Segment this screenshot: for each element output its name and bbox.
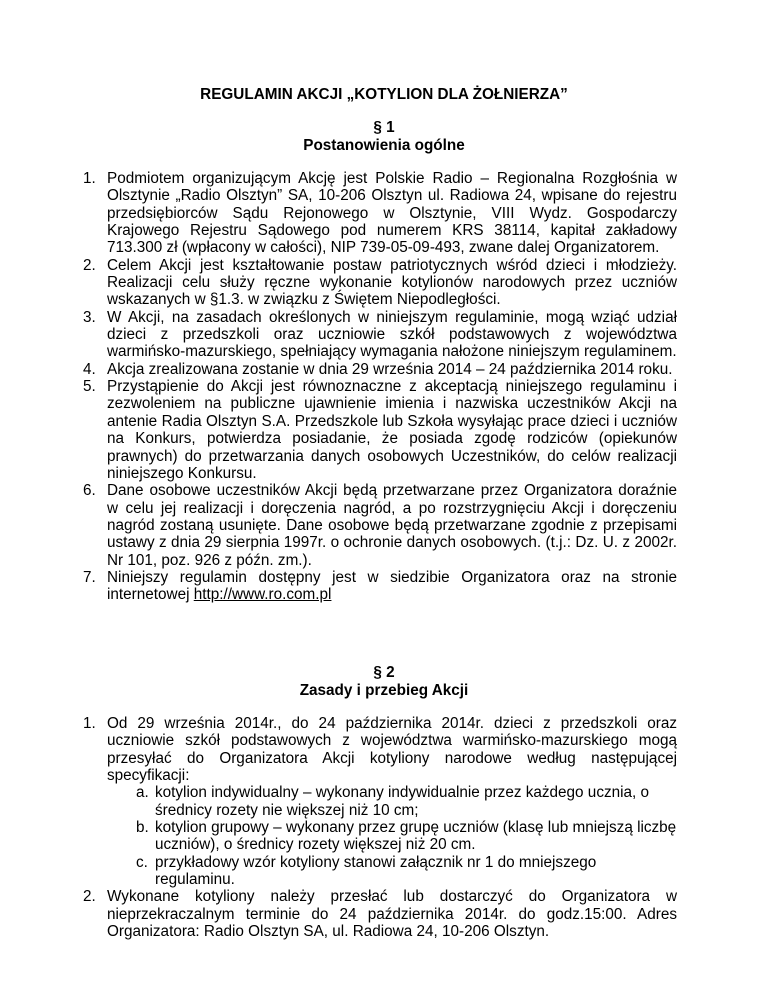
list-item [83,715,677,889]
item-text: W Akcji, na zasadach określonych w niniejszym regulaminie, mogą wziąć udział dzieci z przedszkoli oraz uczniowie szkół podstawowych z województwa warmińsko-mazurskiego, spełniający wymagania nałożone niniejszym regulaminem. [107,308,677,361]
item-number: 7. [83,568,96,586]
sub-item-letter: a. [136,784,149,802]
item-number: 1. [83,715,96,732]
item-text: Wykonane kotyliony należy przesłać lub dostarczyć do Organizatora w nieprzekraczalnym terminie do 24 października 2014r. do godz.15:00. Adres Organizatora: Radio Olsztyn SA, ul. Radiowa 24, 10-206 Olsztyn. [107,888,677,941]
list-item [83,170,677,257]
item-number: 3. [83,308,96,326]
section-1-header [0,119,768,155]
item-text: Celem Akcji jest kształtowanie postaw patriotycznych wśród dzieci i młodzieży. Realizacji celu służy ręczne wykonanie kotylionów narodowych przez uczniów wskazanych w §1.3. w związku z Świętem Niepodległości. [107,256,677,309]
sub-item-text: przykładowy wzór kotyliony stanowi załącznik nr 1 do mniejszego regulaminu. [155,853,597,889]
sub-item-letter: c. [136,853,148,871]
sub-item-text: kotylion indywidualny – wykonany indywidualnie przez każdego ucznia, o średnicy rozety nie większej niż 10 cm; [155,784,650,819]
sub-list-item [136,853,677,889]
item-number: 2. [83,256,96,274]
list-item [83,568,677,604]
sub-item-text: kotylion grupowy – wykonany przez grupę uczniów (klasę lub mniejszą liczbę uczniów), o średnicy rozety większej niż 20 cm. [155,819,677,854]
item-text: Dane osobowe uczestników Akcji będą przetwarzane przez Organizatora doraźnie w celu jej realizacji i doręczenia nagród, a po rozstrzygnięciu Akcji i doręczeniu nagród zostaną usunięte. Dane osobowe będą przetwarzane zgodnie z przepisami ustawy z dnia 29 sierpnia 1997r. o ochronie danych osobowych. (t.j.: Dz. U. z 2002r. Nr 101, poz. 926 z późn. zm.). [107,482,677,569]
item-number: 6. [83,482,96,500]
sub-list-item [136,784,677,819]
list-item [83,308,677,361]
item-number: 5. [83,378,96,396]
item-text: Podmiotem organizującym Akcję jest Polskie Radio – Regionalna Rozgłośnia w Olsztynie „Radio Olsztyn” SA, 10-206 Olsztyn ul. Radiowa 24, wpisane do rejestru przedsiębiorców Sądu Rejonowego w Olsztynie, VIII Wydz. Gospodarczy Krajowego Rejestru Sądowego pod numerem KRS 38114, kapitał zakładowy 713.300 zł (wpłacony w całości), NIP 739-05-09-493, zwane dalej Organizatorem. [107,170,677,257]
list-item [83,256,677,309]
sub-item-letter: b. [136,819,149,837]
section-1-list [83,170,677,604]
list-item [83,888,677,941]
section-1-number: § 1 [373,119,395,136]
item-text: Niniejszy regulamin dostępny jest w siedzibie Organizatora oraz na stronie internetowej [107,568,677,604]
website-link[interactable]: http://www.ro.com.pl [193,586,332,604]
item-text: Akcja zrealizowana zostanie w dnia 29 września 2014 – 24 października 2014 roku. [107,360,673,378]
list-item [83,378,677,482]
section-2-header [0,664,768,700]
section-2-heading: Zasady i przebieg Akcji [299,682,469,699]
list-item [83,482,677,569]
sub-list-item [136,819,677,854]
item-text: Od 29 września 2014r., do 24 października 2014r. dzieci z przedszkoli oraz uczniowie szkół podstawowych z województwa warmińsko-mazurskiego mogą przesyłać do Organizatora Akcji kotyliony narodowe według następującej specyfikacji: [107,715,677,785]
item-text: Przystąpienie do Akcji jest równoznaczne z akceptacją niniejszego regulaminu i zezwoleniem na publiczne ujawnienie imienia i nazwiska uczestników Akcji na antenie Radia Olsztyn S.A. Przedszkole lub Szkoła wysyłając prace dzieci i uczniów na Konkurs, potwierdza posiadanie, że posiada zgodę rodziców (opiekunów prawnych) do przetwarzania danych osobowych Uczestników, do celów realizacji niniejszego Konkursu. [107,378,677,482]
section-1-heading: Postanowienia ogólne [303,137,465,154]
section-2-list [83,715,677,941]
item-number: 4. [83,360,96,378]
item-number: 2. [83,888,96,906]
sub-list [107,784,677,888]
section-2-number: § 2 [373,664,395,681]
document-title: REGULAMIN AKCJI „KOTYLION DLA ŻOŁNIERZA” [200,86,568,103]
item-number: 1. [83,170,96,187]
list-item [83,360,677,378]
